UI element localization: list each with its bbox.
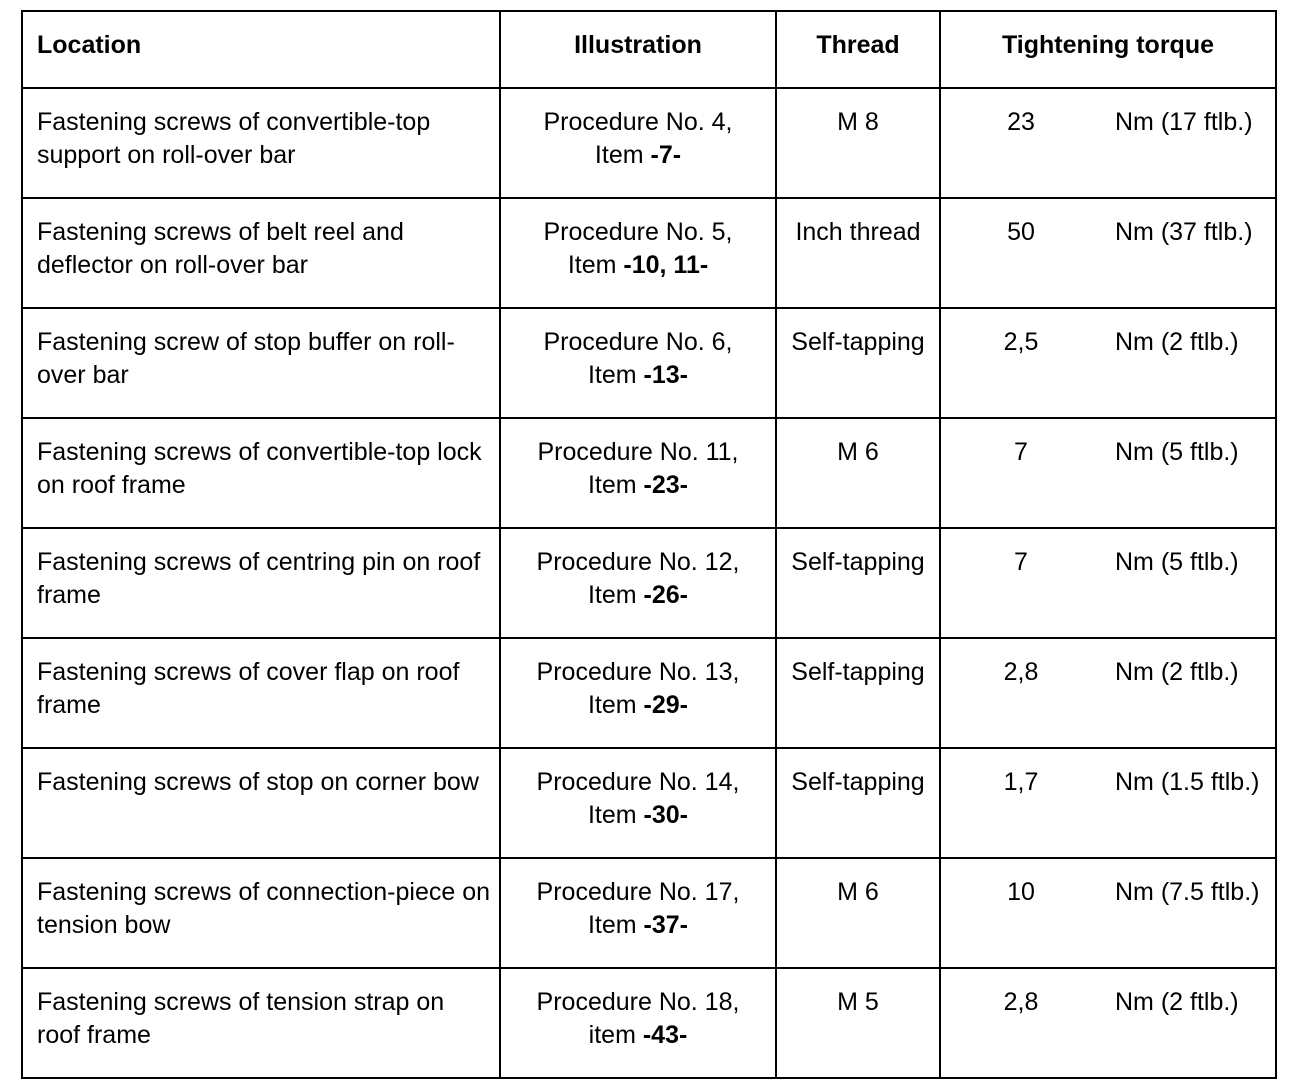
procedure-ref: Procedure No. 6,	[543, 328, 733, 356]
location-text: Fastening screws of belt reel and deflector on roll-over bar	[37, 218, 404, 279]
table-header-row	[22, 11, 1276, 88]
location-cell	[22, 528, 500, 638]
location-text: Fastening screws of stop on corner bow	[37, 768, 479, 796]
illustration-cell	[500, 308, 776, 418]
location-cell	[22, 748, 500, 858]
thread-cell	[776, 748, 940, 858]
item-ref-line	[501, 579, 775, 612]
location-text: Fastening screws of centring pin on roof frame	[37, 548, 481, 609]
thread-text: M 6	[837, 878, 879, 906]
item-number: -10, 11-	[623, 251, 709, 279]
torque-cell	[940, 198, 1276, 308]
procedure-ref: Procedure No. 11,	[537, 438, 739, 466]
location-text: Fastening screws of convertible-top support on roll-over bar	[37, 108, 431, 169]
location-cell	[22, 418, 500, 528]
thread-text: Inch thread	[795, 218, 921, 246]
item-number: -23-	[643, 471, 689, 499]
thread-text: Self-tapping	[791, 548, 925, 576]
item-number: -7-	[650, 141, 682, 169]
torque-value: 7	[1014, 548, 1028, 576]
item-prefix: Item	[587, 581, 644, 609]
item-ref-line	[501, 909, 775, 942]
procedure-ref: Procedure No. 13,	[536, 658, 740, 686]
thread-text: M 8	[837, 108, 879, 136]
item-ref-line	[501, 689, 775, 722]
thread-cell	[776, 198, 940, 308]
illustration-cell	[500, 528, 776, 638]
table-row	[22, 968, 1276, 1078]
illustration-cell	[500, 968, 776, 1078]
thread-text: M 5	[837, 988, 879, 1016]
item-ref-line	[501, 1019, 775, 1052]
illustration-cell	[500, 418, 776, 528]
torque-value: 50	[1007, 218, 1035, 246]
location-text: Fastening screw of stop buffer on roll-over bar	[37, 328, 455, 389]
torque-cell	[940, 858, 1276, 968]
torque-spec-table	[21, 10, 1277, 1079]
table-row	[22, 418, 1276, 528]
location-text: Fastening screws of convertible-top lock on roof frame	[37, 438, 482, 499]
location-cell	[22, 968, 500, 1078]
item-ref-line	[501, 249, 775, 282]
torque-unit: Nm (5 ftlb.)	[1115, 548, 1239, 576]
thread-cell	[776, 638, 940, 748]
table-row	[22, 308, 1276, 418]
item-prefix: Item	[567, 251, 624, 279]
torque-unit: Nm (37 ftlb.)	[1115, 218, 1253, 246]
location-cell	[22, 308, 500, 418]
item-prefix: Item	[587, 471, 644, 499]
table-row	[22, 88, 1276, 198]
procedure-ref: Procedure No. 18,	[536, 988, 740, 1016]
thread-text: M 6	[837, 438, 879, 466]
procedure-ref: Procedure No. 5,	[543, 218, 733, 246]
thread-cell	[776, 418, 940, 528]
location-text: Fastening screws of tension strap on roof frame	[37, 988, 445, 1049]
location-cell	[22, 88, 500, 198]
item-number: -26-	[643, 581, 689, 609]
column-header-illustration: Illustration	[500, 11, 776, 88]
table-row	[22, 198, 1276, 308]
item-number: -29-	[643, 691, 689, 719]
table-row	[22, 638, 1276, 748]
thread-cell	[776, 968, 940, 1078]
illustration-cell	[500, 88, 776, 198]
torque-unit: Nm (2 ftlb.)	[1115, 658, 1239, 686]
thread-cell	[776, 88, 940, 198]
column-header-tightening-torque: Tightening torque	[940, 11, 1276, 88]
torque-unit: Nm (2 ftlb.)	[1115, 988, 1239, 1016]
torque-unit: Nm (5 ftlb.)	[1115, 438, 1239, 466]
illustration-cell	[500, 198, 776, 308]
column-header-location: Location	[22, 11, 500, 88]
location-text: Fastening screws of cover flap on roof frame	[37, 658, 460, 719]
torque-cell	[940, 638, 1276, 748]
thread-cell	[776, 528, 940, 638]
procedure-ref: Procedure No. 17,	[536, 878, 740, 906]
item-ref-line	[501, 139, 775, 172]
item-prefix: item	[588, 1021, 643, 1049]
thread-cell	[776, 308, 940, 418]
illustration-cell	[500, 858, 776, 968]
torque-cell	[940, 528, 1276, 638]
item-ref-line	[501, 469, 775, 502]
torque-unit: Nm (1.5 ftlb.)	[1115, 768, 1260, 796]
column-header-thread: Thread	[776, 11, 940, 88]
item-prefix: Item	[587, 691, 644, 719]
item-ref-line	[501, 359, 775, 392]
torque-value: 10	[1007, 878, 1035, 906]
thread-text: Self-tapping	[791, 328, 925, 356]
illustration-cell	[500, 748, 776, 858]
torque-value: 1,7	[1003, 768, 1039, 796]
illustration-cell	[500, 638, 776, 748]
table-row	[22, 858, 1276, 968]
thread-text: Self-tapping	[791, 658, 925, 686]
location-cell	[22, 638, 500, 748]
item-prefix: Item	[587, 361, 644, 389]
procedure-ref: Procedure No. 14,	[536, 768, 740, 796]
item-number: -37-	[643, 911, 689, 939]
procedure-ref: Procedure No. 4,	[543, 108, 733, 136]
location-text: Fastening screws of connection-piece on tension bow	[37, 878, 491, 939]
location-cell	[22, 858, 500, 968]
torque-unit: Nm (7.5 ftlb.)	[1115, 878, 1260, 906]
item-number: -30-	[643, 801, 689, 829]
thread-cell	[776, 858, 940, 968]
table-row	[22, 528, 1276, 638]
procedure-ref: Procedure No. 12,	[536, 548, 740, 576]
item-number: -43-	[642, 1021, 688, 1049]
item-prefix: Item	[587, 801, 644, 829]
item-number: -13-	[643, 361, 689, 389]
torque-cell	[940, 418, 1276, 528]
torque-unit: Nm (17 ftlb.)	[1115, 108, 1253, 136]
torque-value: 2,8	[1003, 988, 1039, 1016]
location-cell	[22, 198, 500, 308]
torque-unit: Nm (2 ftlb.)	[1115, 328, 1239, 356]
torque-cell	[940, 968, 1276, 1078]
torque-cell	[940, 748, 1276, 858]
item-prefix: Item	[587, 911, 644, 939]
item-prefix: Item	[594, 141, 651, 169]
torque-cell	[940, 308, 1276, 418]
torque-value: 2,5	[1003, 328, 1039, 356]
item-ref-line	[501, 799, 775, 832]
torque-value: 23	[1007, 108, 1035, 136]
thread-text: Self-tapping	[791, 768, 925, 796]
torque-cell	[940, 88, 1276, 198]
torque-value: 7	[1014, 438, 1028, 466]
torque-value: 2,8	[1003, 658, 1039, 686]
table-row	[22, 748, 1276, 858]
